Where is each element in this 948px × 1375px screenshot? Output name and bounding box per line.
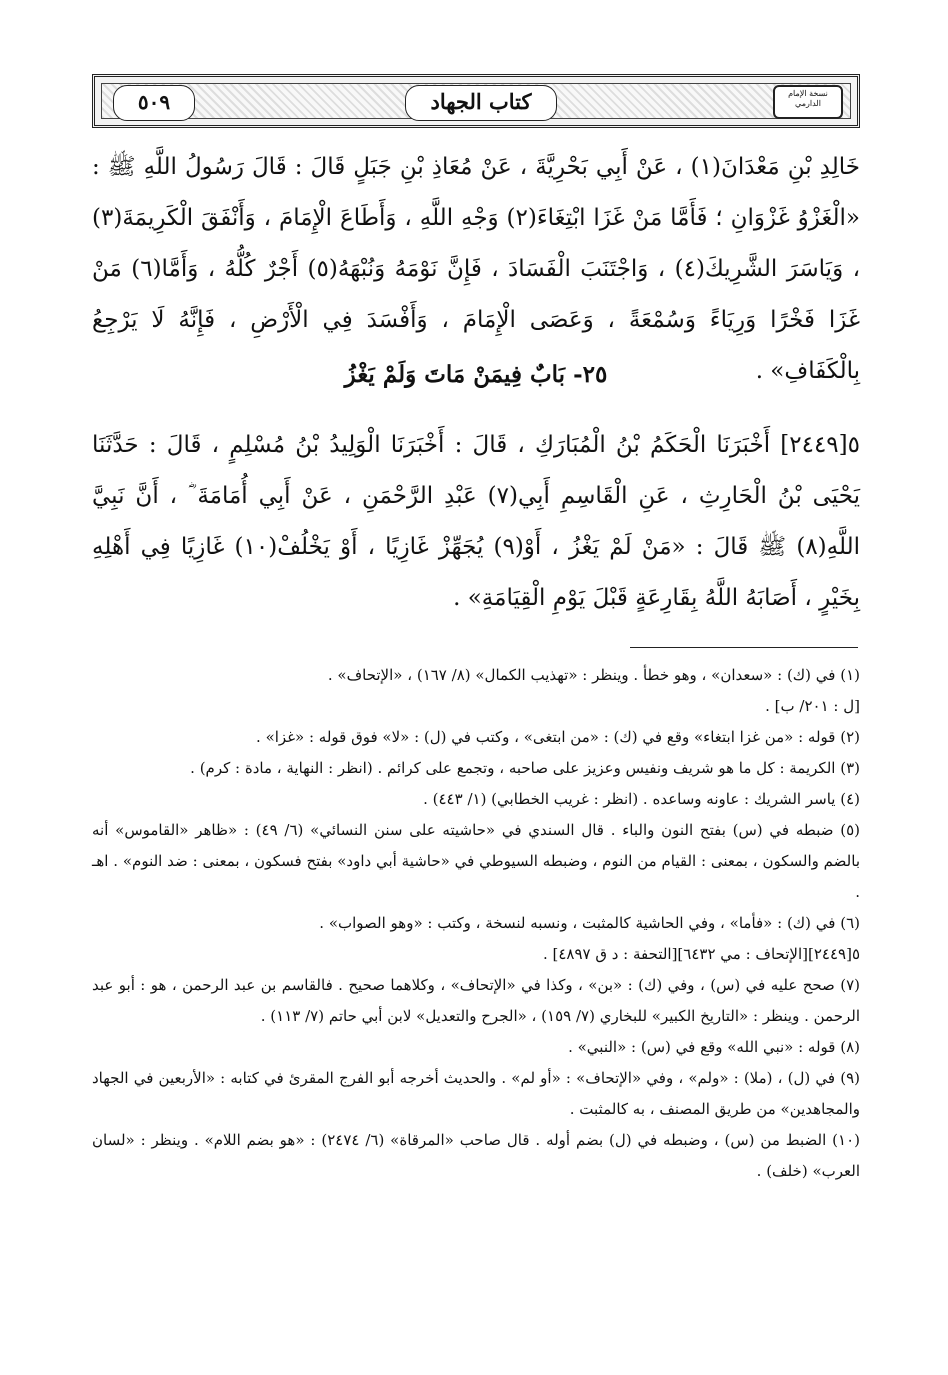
- footnotes: [92, 660, 860, 1187]
- footnote-divider: [630, 647, 858, 648]
- footnote: (٤) ياسر الشريك : عاونه وساعده . (انظر : غريب الخطابي) (١/ ٤٤٣) .: [423, 790, 860, 808]
- footnote: (٨) قوله : «نبي الله» وقع في (س) : «النبي» .: [568, 1038, 860, 1056]
- footnote: (٣) الكريمة : كل ما هو شريف ونفيس وعزيز على صاحبه ، وتجمع على كرائم . (انظر : النهاية ، مادة : كرم) .: [190, 759, 860, 777]
- page-number: ٥٠٩: [113, 85, 195, 121]
- footnote: ٥[٢٤٤٩][الإتحاف : مي ٦٤٣٢][التحفة : د ق ٤٨٩٧] .: [542, 945, 860, 963]
- manuscript-seal: نسخة الإمام الدارمي: [773, 85, 843, 119]
- hadith-text-continuation: خَالِدِ بْنِ مَعْدَانَ(١) ، عَنْ أَبِي بَحْرِيَّةَ ، عَنْ مُعَاذِ بْنِ جَبَلٍ قَالَ : قَالَ رَسُولُ اللَّهِ ﷺ : «الْغَزْوُ غَزْوَانِ ؛ فَأَمَّا مَنْ غَزَا ابْتِغَاءَ(٢) وَجْهِ اللَّهِ ، وَأَطَاعَ الْإِمَامَ ، وَأَنْفَقَ الْكَرِيمَةَ(٣) ، وَيَاسَرَ الشَّرِيكَ(٤) ، وَاجْتَنَبَ الْفَسَادَ ، فَإِنَّ نَوْمَهُ وَنُبْهَهُ(٥) أَجْرٌ كُلُّهُ ، وَأَمَّا(٦) مَنْ غَزَا فَخْرًا وَرِيَاءً وَسُمْعَةً ، وَعَصَى الْإِمَامَ ، وَأَفْسَدَ فِي الْأَرْضِ ، فَإِنَّهُ لَا يَرْجِعُ بِالْكَفَافِ» .: [92, 154, 860, 384]
- footnote: (٩) في (ل) ، (ملا) : «ولم» ، وفي «الإتحاف» : «أو لم» . والحديث أخرجه أبو الفرج المقرئ في كتابه : «الأربعين في الجهاد والمجاهدين» من طريق المصنف ، به كالمثبت .: [92, 1069, 860, 1118]
- hadith-2449-text: ٥[٢٤٤٩] أَخْبَرَنَا الْحَكَمُ بْنُ الْمُبَارَكِ ، قَالَ : أَخْبَرَنَا الْوَلِيدُ بْنُ مُسْلِمٍ ، قَالَ : حَدَّثَنَا يَحْيَى بْنُ الْحَارِثِ ، عَنِ الْقَاسِمِ أَبِي(٧) عَبْدِ الرَّحْمَنِ ، عَنْ أَبِي أُمَامَةَ ؓ ، أَنَّ نَبِيَّ اللَّهِ(٨) ﷺ قَالَ : «مَنْ لَمْ يَغْزُ ، أَوْ(٩) يُجَهِّزْ غَازِيًا ، أَوْ يَخْلُفْ(١٠) غَازِيًا فِي أَهْلِهِ بِخَيْرٍ ، أَصَابَهُ اللَّهُ بِقَارِعَةٍ قَبْلَ يَوْمِ الْقِيَامَةِ» .: [92, 432, 860, 611]
- footnote: [ل : ٢٠١/ ب] .: [765, 697, 860, 715]
- chapter-running-title: كتاب الجهاد: [405, 85, 557, 121]
- chapter-heading: ٢٥- بَابٌ فِيمَنْ مَاتَ وَلَمْ يَغْزُ: [344, 361, 608, 388]
- footnote: (٦) في (ك) : «فأما» ، وفي الحاشية كالمثبت ، ونسبه لنسخة ، وكتب : «وهو الصواب» .: [319, 914, 860, 932]
- footnote: (٧) صحح عليه في (س) ، وفي (ك) : «بن» ، وكذا في «الإتحاف» ، وكلاهما صحيح . فالقاسم بن عبد الرحمن ، هو : أبو عبد الرحمن . وينظر : «التاريخ الكبير» للبخاري (٧/ ١٥٩) ، «الجرح والتعديل» لابن أبي حاتم (٧/ ١١٣) .: [92, 976, 860, 1025]
- footnote: (٢) قوله : «من غزا ابتغاء» وقع في (ك) : «من ابتغى» ، وكتب في (ل) : «لا» فوق قوله : «غزا» .: [256, 728, 860, 746]
- footnote: (١) في (ك) : «سعدان» ، وهو خطأ . وينظر : «تهذيب الكمال» (٨/ ١٦٧) ، «الإتحاف» .: [327, 666, 860, 684]
- footnote: (١٠) الضبط من (س) ، وضبطه في (ل) بضم أوله . قال صاحب «المرقاة» (٦/ ٢٤٧٤) : «هو بضم اللام» . وينظر : «لسان العرب» (خلف) .: [92, 1131, 860, 1180]
- footnote: (٥) ضبطه في (س) بفتح النون والباء . قال السندي في «حاشيته على سنن النسائي» (٦/ ٤٩) : «ظاهر «القاموس» أنه بالضم والسكون ، بمعنى : القيام من النوم ، وضبطه السيوطي في «حاشية أبي داود» بفتح فسكون ، بمعنى : ضد النوم» . اهـ .: [92, 821, 860, 901]
- page-header: [92, 74, 860, 128]
